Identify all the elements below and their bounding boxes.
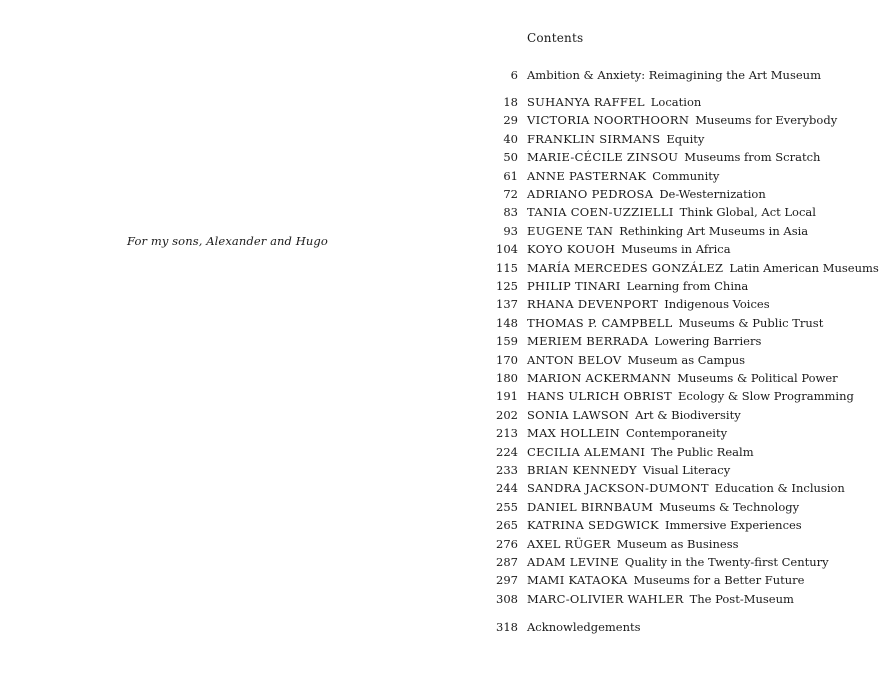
toc-entry-text (527, 408, 741, 422)
toc-author: ANTON BELOV (527, 352, 622, 367)
toc-author: MERIEM BERRADA (527, 334, 649, 349)
toc-entry (470, 150, 870, 168)
toc-author: ADAM LEVINE (527, 555, 619, 569)
toc-page-number: 61 (503, 168, 518, 183)
toc-chapter-title: Community (652, 168, 720, 183)
toc-author: HANS ULRICH OBRIST (527, 389, 672, 404)
toc-author: AXEL RÜGER (527, 536, 611, 551)
toc-author: MARIE-CÉCILE ZINSOU (527, 150, 679, 165)
toc-entry-text (527, 187, 766, 201)
toc-chapter-title: Location (650, 95, 702, 109)
toc-entry (470, 353, 870, 371)
toc-chapter-title: Ambition & Anxiety: Reimagining the Art Museum (527, 68, 821, 82)
toc-entry-text (527, 426, 727, 440)
toc-page-number: 50 (503, 150, 518, 165)
toc-entry (470, 445, 870, 463)
toc-entry (470, 279, 870, 297)
toc-entry-text (527, 353, 745, 367)
toc-page-number: 244 (496, 481, 518, 496)
toc-entry-text (527, 169, 719, 183)
toc-entry-outro (470, 620, 870, 638)
toc-chapter-title: The Public Realm (651, 444, 754, 459)
toc-chapter-title: Contemporaneity (625, 426, 728, 441)
toc-entry (470, 555, 870, 573)
toc-author: EUGENE TAN (527, 223, 614, 238)
toc-entry (470, 500, 870, 518)
toc-page-number: 29 (503, 113, 518, 128)
toc-page-number: 180 (496, 371, 518, 385)
toc-page-number: 125 (496, 279, 518, 293)
toc-chapter-title: Museum as Campus (627, 352, 745, 367)
toc-page-number: 170 (496, 352, 518, 367)
toc-chapter-title: The Post-Museum (689, 591, 794, 606)
toc-author: SANDRA JACKSON-DUMONT (527, 481, 709, 496)
toc-entry-text (527, 371, 838, 385)
toc-page-number: 255 (496, 499, 518, 514)
toc-entry-text (527, 68, 821, 82)
toc-entry (470, 95, 870, 113)
toc-entry-text (527, 445, 754, 459)
toc-page-number: 233 (496, 463, 518, 477)
toc-entry (470, 297, 870, 315)
toc-entry (470, 463, 870, 481)
toc-chapter-title: Lowering Barriers (654, 334, 762, 349)
toc-entry-text (527, 113, 837, 127)
toc-author: PHILIP TINARI (527, 279, 621, 293)
toc-page-number: 287 (496, 555, 518, 569)
toc-entry (470, 334, 870, 352)
toc-page-number: 137 (496, 297, 518, 312)
toc-chapter-title: Museum as Business (616, 536, 739, 551)
toc-entry-text (527, 573, 804, 587)
toc-entry-text (527, 334, 761, 348)
toc-chapter-title: Education & Inclusion (714, 481, 845, 496)
toc-entry-text (527, 463, 730, 477)
toc-author: MAX HOLLEIN (527, 426, 620, 441)
toc-page-number: 40 (503, 131, 518, 146)
toc-entry-text (527, 389, 854, 403)
toc-page-number: 148 (496, 315, 518, 330)
toc-chapter-title: Immersive Experiences (664, 518, 802, 533)
toc-entry-text (527, 150, 820, 164)
toc-page-number: 191 (496, 389, 518, 404)
toc-page-number: 115 (496, 260, 518, 275)
toc-chapter-title: Latin American Museums (729, 260, 879, 275)
contents-title: Contents (527, 31, 584, 45)
toc-author: CECILIA ALEMANI (527, 444, 646, 459)
toc-author: FRANKLIN SIRMANS (527, 131, 661, 146)
toc-page-number: 224 (496, 444, 518, 459)
toc-page-number: 83 (503, 205, 518, 220)
toc-author: THOMAS P. CAMPBELL (527, 315, 673, 330)
toc-entry (470, 481, 870, 499)
toc-author: ANNE PASTERNAK (527, 168, 647, 183)
toc-author: VICTORIA NOORTHOORN (527, 113, 690, 128)
toc-entry (470, 169, 870, 187)
toc-entry (470, 113, 870, 131)
toc-entry-text (527, 481, 845, 495)
toc-author: MARC-OLIVIER WAHLER (527, 591, 684, 606)
toc-entry (470, 573, 870, 591)
toc-chapter-title: Museums & Technology (659, 499, 800, 514)
toc-page-number: 213 (496, 426, 518, 441)
dedication: For my sons, Alexander and Hugo (127, 234, 328, 248)
toc-entry-text (527, 297, 770, 311)
toc-author: RHANA DEVENPORT (527, 297, 659, 312)
toc-page-number: 276 (496, 536, 518, 551)
toc-page-number: 93 (503, 223, 518, 238)
toc-author: MARION ACKERMANN (527, 371, 672, 385)
toc-chapter-title: Indigenous Voices (664, 297, 770, 312)
toc-chapter-title: Art & Biodiversity (635, 407, 741, 422)
toc-author: BRIAN KENNEDY (527, 463, 637, 477)
toc-entry-text (527, 132, 704, 146)
toc-chapter-title: De-Westernization (659, 187, 766, 201)
toc-chapter-title: Museums from Scratch (684, 150, 821, 165)
toc-chapter-title: Ecology & Slow Programming (677, 389, 854, 404)
toc-page-number: 318 (496, 620, 518, 634)
toc-author: ADRIANO PEDROSA (527, 187, 654, 201)
toc-chapter-title: Rethinking Art Museums in Asia (619, 223, 809, 238)
toc-entry (470, 205, 870, 223)
toc-author: MARÍA MERCEDES GONZÁLEZ (527, 260, 724, 275)
toc-entry-text (527, 224, 808, 238)
toc-page-number: 6 (510, 68, 518, 82)
toc-entry-text (527, 95, 701, 109)
toc-page-number: 159 (496, 334, 518, 349)
toc-author: TANIA COEN-UZZIELLI (527, 205, 674, 220)
toc-chapter-title: Quality in the Twenty-first Century (624, 555, 829, 569)
toc-entry-text (527, 592, 794, 606)
toc-chapter-title: Museums for a Better Future (633, 573, 805, 588)
toc-entry (470, 389, 870, 407)
toc-entry (470, 132, 870, 150)
toc-chapter-title: Acknowledgements (527, 620, 641, 634)
toc-page-number: 18 (503, 95, 518, 109)
toc-entry (470, 371, 870, 389)
toc-author: KOYO KOUOH (527, 242, 616, 257)
toc-entry-text (527, 316, 823, 330)
toc-author: DANIEL BIRNBAUM (527, 499, 654, 514)
toc-page-number: 308 (496, 591, 518, 606)
toc-entry-intro (470, 68, 870, 86)
toc-author: MAMI KATAOKA (527, 573, 628, 588)
toc-entry (470, 242, 870, 260)
toc-entry-text (527, 500, 799, 514)
toc-chapter-title: Equity (666, 131, 705, 146)
toc-author: SONIA LAWSON (527, 407, 630, 422)
toc-author: SUHANYA RAFFEL (527, 95, 645, 109)
toc-entry-text (527, 518, 802, 532)
toc-entry-text (527, 537, 739, 551)
toc-page-number: 297 (496, 573, 518, 588)
toc-chapter-title: Museums for Everybody (695, 113, 838, 128)
toc-entry (470, 187, 870, 205)
toc-entry (470, 316, 870, 334)
toc-entry-text (527, 279, 748, 293)
toc-chapter-title: Museums & Political Power (677, 371, 838, 385)
toc-entry-text (527, 261, 879, 275)
toc-page-number: 72 (503, 187, 518, 201)
toc-chapter-title: Museums in Africa (621, 242, 731, 257)
toc-entry-text (527, 620, 641, 634)
toc-entry (470, 537, 870, 555)
toc-chapter-title: Think Global, Act Local (679, 205, 816, 220)
toc-entry (470, 518, 870, 536)
toc-entry-text (527, 205, 816, 219)
toc-entry-text (527, 242, 731, 256)
toc-entry (470, 426, 870, 444)
toc-entry (470, 224, 870, 242)
toc-chapter-title: Visual Literacy (642, 463, 731, 477)
toc-author: KATRINA SEDGWICK (527, 518, 659, 533)
toc-entry (470, 592, 870, 610)
toc-entry-text (527, 555, 829, 569)
toc-chapter-title: Museums & Public Trust (678, 315, 824, 330)
toc-entry (470, 408, 870, 426)
toc-page-number: 202 (496, 407, 518, 422)
toc-entry (470, 260, 879, 279)
toc-chapter-title: Learning from China (626, 279, 749, 293)
toc-page-number: 104 (496, 242, 518, 257)
toc-page-number: 265 (496, 518, 518, 533)
